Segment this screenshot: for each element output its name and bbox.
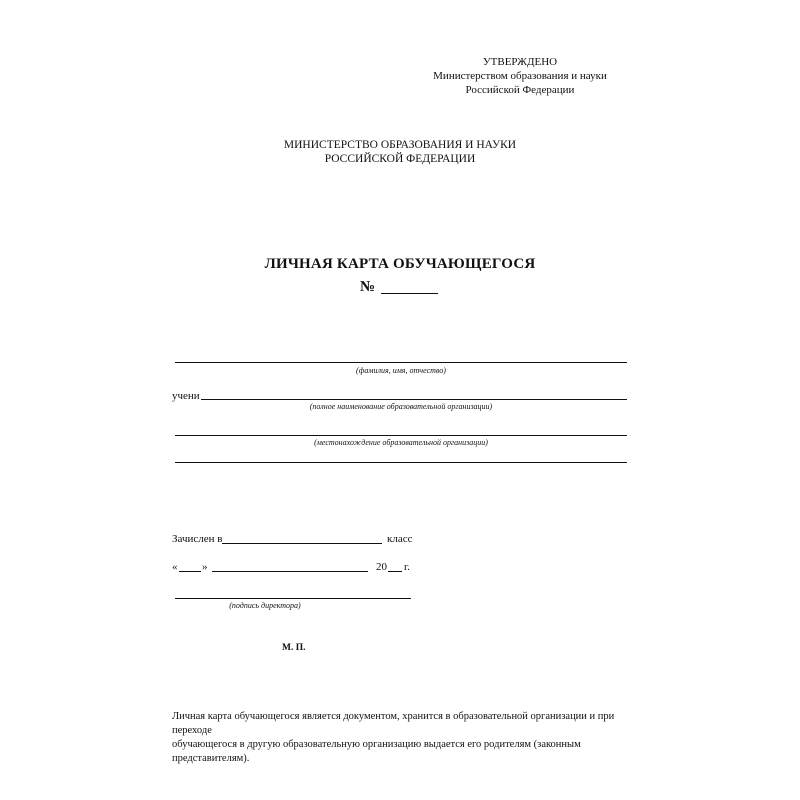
- fio-field[interactable]: [175, 362, 627, 363]
- org-name-hint: (полное наименование образовательной организации): [309, 402, 493, 411]
- document-title: ЛИЧНАЯ КАРТА ОБУЧАЮЩЕГОСЯ: [264, 256, 536, 272]
- date-open-quote: «: [172, 561, 178, 573]
- approval-stamp: [430, 55, 610, 97]
- card-number-field[interactable]: [381, 293, 438, 294]
- year-prefix: 20: [376, 561, 387, 573]
- signature-field[interactable]: [175, 598, 411, 599]
- class-label: класс: [387, 533, 413, 545]
- footnote: [172, 710, 642, 766]
- org-location-hint: (местонахождение образовательной организации): [314, 438, 488, 447]
- year-field[interactable]: [388, 571, 402, 572]
- approved-line-2: Российской Федерации: [465, 84, 575, 96]
- stamp-place: М. П.: [282, 643, 306, 653]
- ministry-header: [240, 138, 560, 166]
- footnote-line-1: Личная карта обучающегося является документом, хранится в образовательной организации и при переходе: [172, 711, 615, 736]
- date-close-quote: »: [202, 561, 208, 573]
- enrolled-label: Зачислен в: [172, 533, 223, 545]
- footnote-line-2: обучающегося в другую образовательную организацию выдается его родителям (законным представителям).: [172, 739, 581, 764]
- card-number-label: №: [360, 279, 376, 295]
- org-location-field-2[interactable]: [175, 462, 627, 463]
- student-prefix: учени: [172, 390, 200, 402]
- approved-title: УТВЕРЖДЕНО: [482, 56, 558, 68]
- day-field[interactable]: [179, 571, 201, 572]
- org-location-field[interactable]: [175, 435, 627, 436]
- ministry-line-1: МИНИСТЕРСТВО ОБРАЗОВАНИЯ И НАУКИ: [283, 139, 517, 151]
- month-field[interactable]: [212, 571, 368, 572]
- approved-line-1: Министерством образования и науки: [433, 70, 607, 82]
- fio-hint: (фамилия, имя, отчество): [356, 366, 446, 375]
- year-suffix: г.: [404, 561, 411, 573]
- ministry-line-2: РОССИЙСКОЙ ФЕДЕРАЦИИ: [324, 153, 476, 165]
- class-field[interactable]: [222, 543, 382, 544]
- signature-hint: (подпись директора): [229, 601, 301, 610]
- org-name-field[interactable]: [201, 399, 627, 400]
